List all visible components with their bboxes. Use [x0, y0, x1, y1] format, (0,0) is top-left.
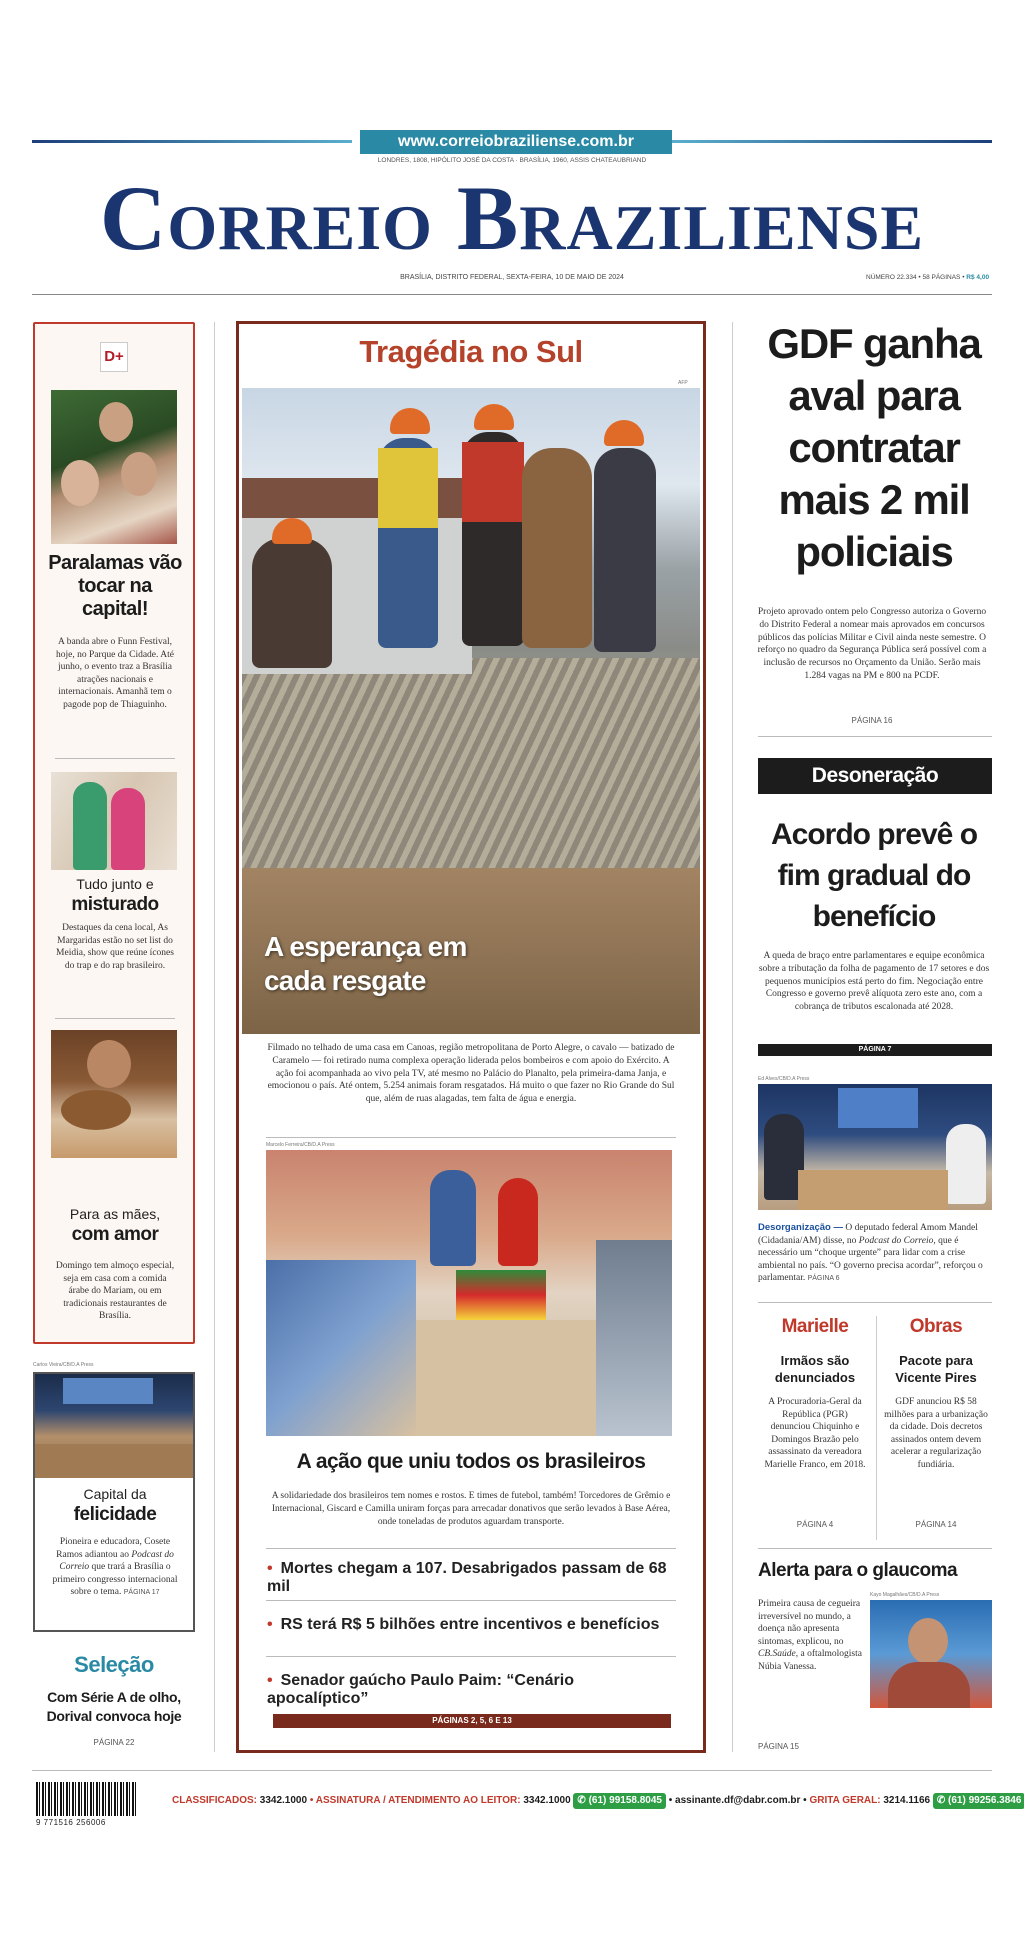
masthead-bottom-rule	[32, 294, 992, 295]
amom-credit: Ed Alves/CB/D.A Press	[758, 1076, 810, 1082]
donations-bags-right	[596, 1240, 672, 1436]
rescuer-2-vest	[378, 448, 438, 528]
headline2[interactable]: A ação que uniu todos os brasileiros	[296, 1450, 646, 1473]
paralamas-headline[interactable]: Paralamas vão tocar na capital!	[48, 552, 182, 620]
amom-kicker: Desorganização —	[758, 1222, 843, 1233]
glaucoma-body-em: CB.Saúde	[758, 1649, 796, 1659]
glaucoma-headline[interactable]: Alerta para o glaucoma	[758, 1560, 958, 1581]
marielle-page[interactable]: PÁGINA 4	[796, 1520, 834, 1529]
right-divider-3	[758, 1548, 992, 1549]
barcode	[36, 1782, 136, 1816]
misturado-kicker: Tudo junto e	[76, 876, 154, 892]
donations-boxes	[416, 1320, 596, 1436]
deso-headline[interactable]: Acordo prevê o fim gradual do benefício	[770, 818, 978, 933]
maes-person	[87, 1040, 131, 1088]
right-divider-2	[758, 1302, 992, 1303]
glaucoma-person-head	[908, 1618, 948, 1664]
bullet-3-text: Senador gaúcho Paulo Paim: “Cenário apocalíptico”	[267, 1672, 574, 1707]
felicidade-credit: Carlos Vieira/CB/D.A Press	[33, 1362, 94, 1368]
glaucoma-credit: Kayo Magalhães/CB/D.A Press	[870, 1592, 940, 1598]
assinatura-phone[interactable]: 3342.1000	[523, 1795, 571, 1806]
section-title: Tragédia no Sul	[359, 334, 583, 369]
obras-headline[interactable]: Pacote para Vicente Pires	[895, 1353, 977, 1385]
paralamas-photo	[51, 390, 177, 544]
misturado-person-2	[111, 788, 145, 870]
felicidade-page[interactable]: PÁGINA 17	[123, 1589, 160, 1596]
whatsapp-icon: ✆	[577, 1795, 586, 1806]
rescuer-2-helmet	[390, 408, 430, 434]
misturado-headline[interactable]: misturado	[71, 894, 159, 915]
paralamas-body: A banda abre o Funn Festival, hoje, no Parque da Cidade. Até junho, o evento traz a Brasília atrações nacionais e internacionais. Amanhã tem o pagode pop de Thiaguinho.	[56, 637, 174, 710]
gdf-page[interactable]: PÁGINA 16	[851, 716, 893, 725]
main-caption: Filmado no telhado de uma casa em Canoas, região metropolitana de Porto Alegre, o cavalo — batizado de Caramelo — foi retirado numa complexa operação liderada pelos bombeiros e com apoio do Exército. A ação foi acompanhada ao vivo pela TV, até mesmo no Palácio do Planalto, pela primeira-dama Janja, e emocionou o país. Até ontem, 5.254 animais foram resgatados. Há muito o que fazer no Rio Grande do Sul que, além de ruas alagadas, tem falta de água e energia.	[267, 1043, 675, 1105]
center-divider-1	[266, 1137, 676, 1138]
glaucoma-page[interactable]: PÁGINA 15	[758, 1742, 799, 1751]
obras-label: Obras	[909, 1316, 963, 1337]
maes-headline[interactable]: com amor	[71, 1224, 159, 1245]
bullet-2[interactable]	[267, 1616, 674, 1634]
deso-label: Desoneração	[758, 758, 992, 794]
rescuer-4	[594, 448, 656, 652]
col-sep-right	[732, 322, 733, 1752]
maes-kicker: Para as mães,	[69, 1206, 161, 1222]
footer-contacts	[172, 1792, 1022, 1810]
bullet-2-text: RS terá R$ 5 bilhões entre incentivos e benefícios	[280, 1616, 660, 1633]
bullet-3[interactable]	[267, 1672, 674, 1708]
edition-text: NÚMERO 22.334 • 58 PÁGINAS •	[866, 274, 965, 281]
center-pages-bar[interactable]: PÁGINAS 2, 5, 6 E 13	[273, 1714, 671, 1728]
amom-body	[758, 1222, 992, 1286]
whatsapp-1-text: (61) 99158.8045	[588, 1795, 662, 1806]
felicidade-table	[35, 1444, 193, 1478]
rescuer-4-helmet	[604, 420, 644, 446]
selecao-kicker: Seleção	[74, 1652, 154, 1677]
donations-flag	[456, 1270, 546, 1320]
d-logo-text: D+	[104, 348, 124, 365]
glaucoma-body-post: , a oftalmologista Núbia Vanessa.	[758, 1649, 862, 1672]
classificados-phone[interactable]: 3342.1000	[259, 1795, 308, 1806]
center-divider-3	[266, 1600, 676, 1601]
center-divider-4	[266, 1656, 676, 1657]
misturado-body: Destaques da cena local, As Margaridas estão no set list do Meidia, show que reúne ícones do trap e do rap brasileiro.	[56, 923, 174, 971]
felicidade-body	[50, 1536, 180, 1600]
maes-photo	[51, 1030, 177, 1158]
left-divider-2	[55, 1018, 175, 1019]
glaucoma-person-body	[888, 1662, 970, 1708]
obras-body: GDF anunciou R$ 58 milhões para a urbanização da cidade. Dois decretos assinados ontem devem acelerar a regularização fundiária.	[884, 1397, 988, 1470]
body2: A solidariedade dos brasileiros tem nomes e rostos. E times de futebol, também! Torcedores de Grêmio e Internacional, Giscard e Camilla uniram forças para arrecadar donativos que serão levados à Base Aérea, onde toneladas de produtos aguardam transporte.	[271, 1491, 671, 1527]
overlay-headline[interactable]: A esperança em cada resgate	[264, 931, 467, 996]
deso-page[interactable]: PÁGINA 7	[758, 1044, 992, 1056]
amom-page[interactable]: PÁGINA 6	[807, 1275, 840, 1282]
felicidade-headline[interactable]: felicidade	[73, 1504, 157, 1525]
obras-page[interactable]: PÁGINA 14	[915, 1520, 957, 1529]
felicidade-screen	[63, 1378, 153, 1404]
gdf-body: Projeto aprovado ontem pelo Congresso autoriza o Governo do Distrito Federal a nomear mais aprovados em concursos públicos das polícias Militar e Civil ainda neste semestre. O reforço no quadro da Segurança Pública será possível com a inclusão de recursos no Orçamento da União. Serão mais 1.284 vagas na PM e 800 na PCDF.	[757, 607, 987, 681]
deso-body: A queda de braço entre parlamentares e equipe econômica sobre a tributação da folha de pagamento de 17 setores e dos pequenos municípios está perto do fim. Negociação entre Congresso e governo prevê alíquota zero este ano, com a cobrança de tributos escalonada até 2028.	[758, 951, 990, 1013]
glaucoma-body	[758, 1598, 864, 1673]
glaucoma-body-pre: Primeira causa de cegueira irreversível no mundo, a doença não apresenta sintomas, explicou, no	[758, 1599, 861, 1647]
whatsapp-badge-2[interactable]	[933, 1793, 1024, 1809]
footer-email[interactable]: • assinante.df@dabr.com.br •	[668, 1795, 807, 1806]
maes-tray	[61, 1090, 131, 1130]
gritageral-label: GRITA GERAL:	[809, 1795, 881, 1806]
paralamas-face-2	[61, 460, 99, 506]
glaucoma-photo	[870, 1600, 992, 1708]
felicidade-body-pre: Pioneira e educadora, Cosete Ramos adiantou ao	[56, 1537, 171, 1560]
main-photo-house-roof	[242, 478, 492, 518]
amom-photo	[758, 1084, 992, 1210]
felicidade-body-post: que trará a Brasília o primeiro congresso internacional sobre o tema.	[52, 1562, 178, 1597]
marielle-headline[interactable]: Irmãos são denunciados	[774, 1353, 856, 1385]
masthead-edition	[866, 274, 1006, 281]
amom-body-em: Podcast do Correio	[858, 1235, 934, 1246]
amom-body-pre: O deputado federal Amom Mandel (Cidadania/AM) disse, no	[758, 1223, 978, 1246]
masthead-top-rule-right	[672, 140, 992, 143]
whatsapp-2-text: (61) 99256.3846	[948, 1795, 1022, 1806]
marielle-body: A Procuradoria-Geral da República (PGR) denunciou Chiquinho e Domingos Brazão pelo assassinato da vereadora Marielle Franco, em 2018.	[764, 1397, 866, 1470]
paralamas-face-3	[121, 452, 157, 496]
felicidade-kicker: Capital da	[83, 1486, 147, 1502]
masthead-top-rule-left	[32, 140, 352, 143]
d-logo	[100, 342, 128, 372]
col-sep-left	[214, 322, 215, 1752]
selecao-page[interactable]: PÁGINA 22	[93, 1738, 135, 1747]
left-divider-1	[55, 758, 175, 759]
whatsapp-badge-1[interactable]	[573, 1793, 666, 1809]
main-photo-roof-stripes	[242, 658, 700, 878]
main-photo-credit: AFP	[678, 380, 688, 386]
donations-bags-left	[266, 1260, 416, 1436]
masthead-url[interactable]: www.correiobraziliense.com.br	[360, 130, 672, 154]
bullet-1[interactable]	[267, 1560, 674, 1596]
marielle-obras-sep	[876, 1316, 877, 1540]
gritageral-phone[interactable]: 3214.1166	[883, 1795, 931, 1806]
price-text: R$ 4,00	[966, 274, 990, 281]
horse	[522, 448, 592, 648]
right-divider-1	[758, 736, 992, 737]
selecao-headline[interactable]: Com Série A de olho, Dorival convoca hoje	[46, 1689, 182, 1724]
maes-body: Domingo tem almoço especial, seja em casa com a comida árabe do Mariam, ou em tradicionais restaurantes de Brasília.	[55, 1261, 175, 1321]
masthead-founders: LONDRES, 1808, HIPÓLITO JOSÉ DA COSTA · BRASÍLIA, 1960, ASSIS CHATEAUBRIAND	[377, 157, 647, 164]
rescuer-1	[252, 538, 332, 668]
donations-person-2	[498, 1178, 538, 1266]
misturado-photo	[51, 772, 177, 870]
rescuer-3-helmet	[474, 404, 514, 430]
center-divider-2	[266, 1548, 676, 1549]
barcode-number: 9 771516 256006	[36, 1818, 106, 1827]
gdf-headline[interactable]: GDF ganha aval para contratar mais 2 mil policiais	[767, 320, 981, 575]
amom-screen	[838, 1088, 918, 1128]
rescuer-3-vest	[462, 442, 524, 522]
footer-rule	[32, 1770, 992, 1771]
whatsapp-icon: ✆	[936, 1795, 946, 1806]
donations-photo	[266, 1150, 672, 1436]
amom-person-2	[946, 1124, 986, 1204]
marielle-label: Marielle	[781, 1316, 849, 1337]
assinatura-label: • ASSINATURA / ATENDIMENTO AO LEITOR:	[309, 1795, 521, 1806]
paralamas-face-1	[99, 402, 133, 442]
felicidade-photo	[35, 1374, 193, 1478]
bullet-1-text: Mortes chegam a 107. Desabrigados passam de 68 mil	[267, 1560, 667, 1595]
felicidade-body-em: Podcast do Correio	[59, 1549, 174, 1572]
amom-table	[798, 1170, 948, 1210]
amom-body-post: , que é necessário um “choque urgente” para lidar com a crise ambiental no país. “O governo precisa acordar”, reforçou o parlamentar.	[758, 1235, 983, 1283]
misturado-person-1	[73, 782, 107, 870]
masthead-title: Correio Braziliense	[99, 167, 925, 269]
photo2-credit: Marcelo Ferreira/CB/D.A Press	[266, 1142, 335, 1148]
donations-person-1	[430, 1170, 476, 1266]
masthead-dateline: BRASÍLIA, DISTRITO FEDERAL, SEXTA-FEIRA, 10 DE MAIO DE 2024	[400, 274, 624, 281]
classificados-label: CLASSIFICADOS:	[172, 1795, 257, 1806]
